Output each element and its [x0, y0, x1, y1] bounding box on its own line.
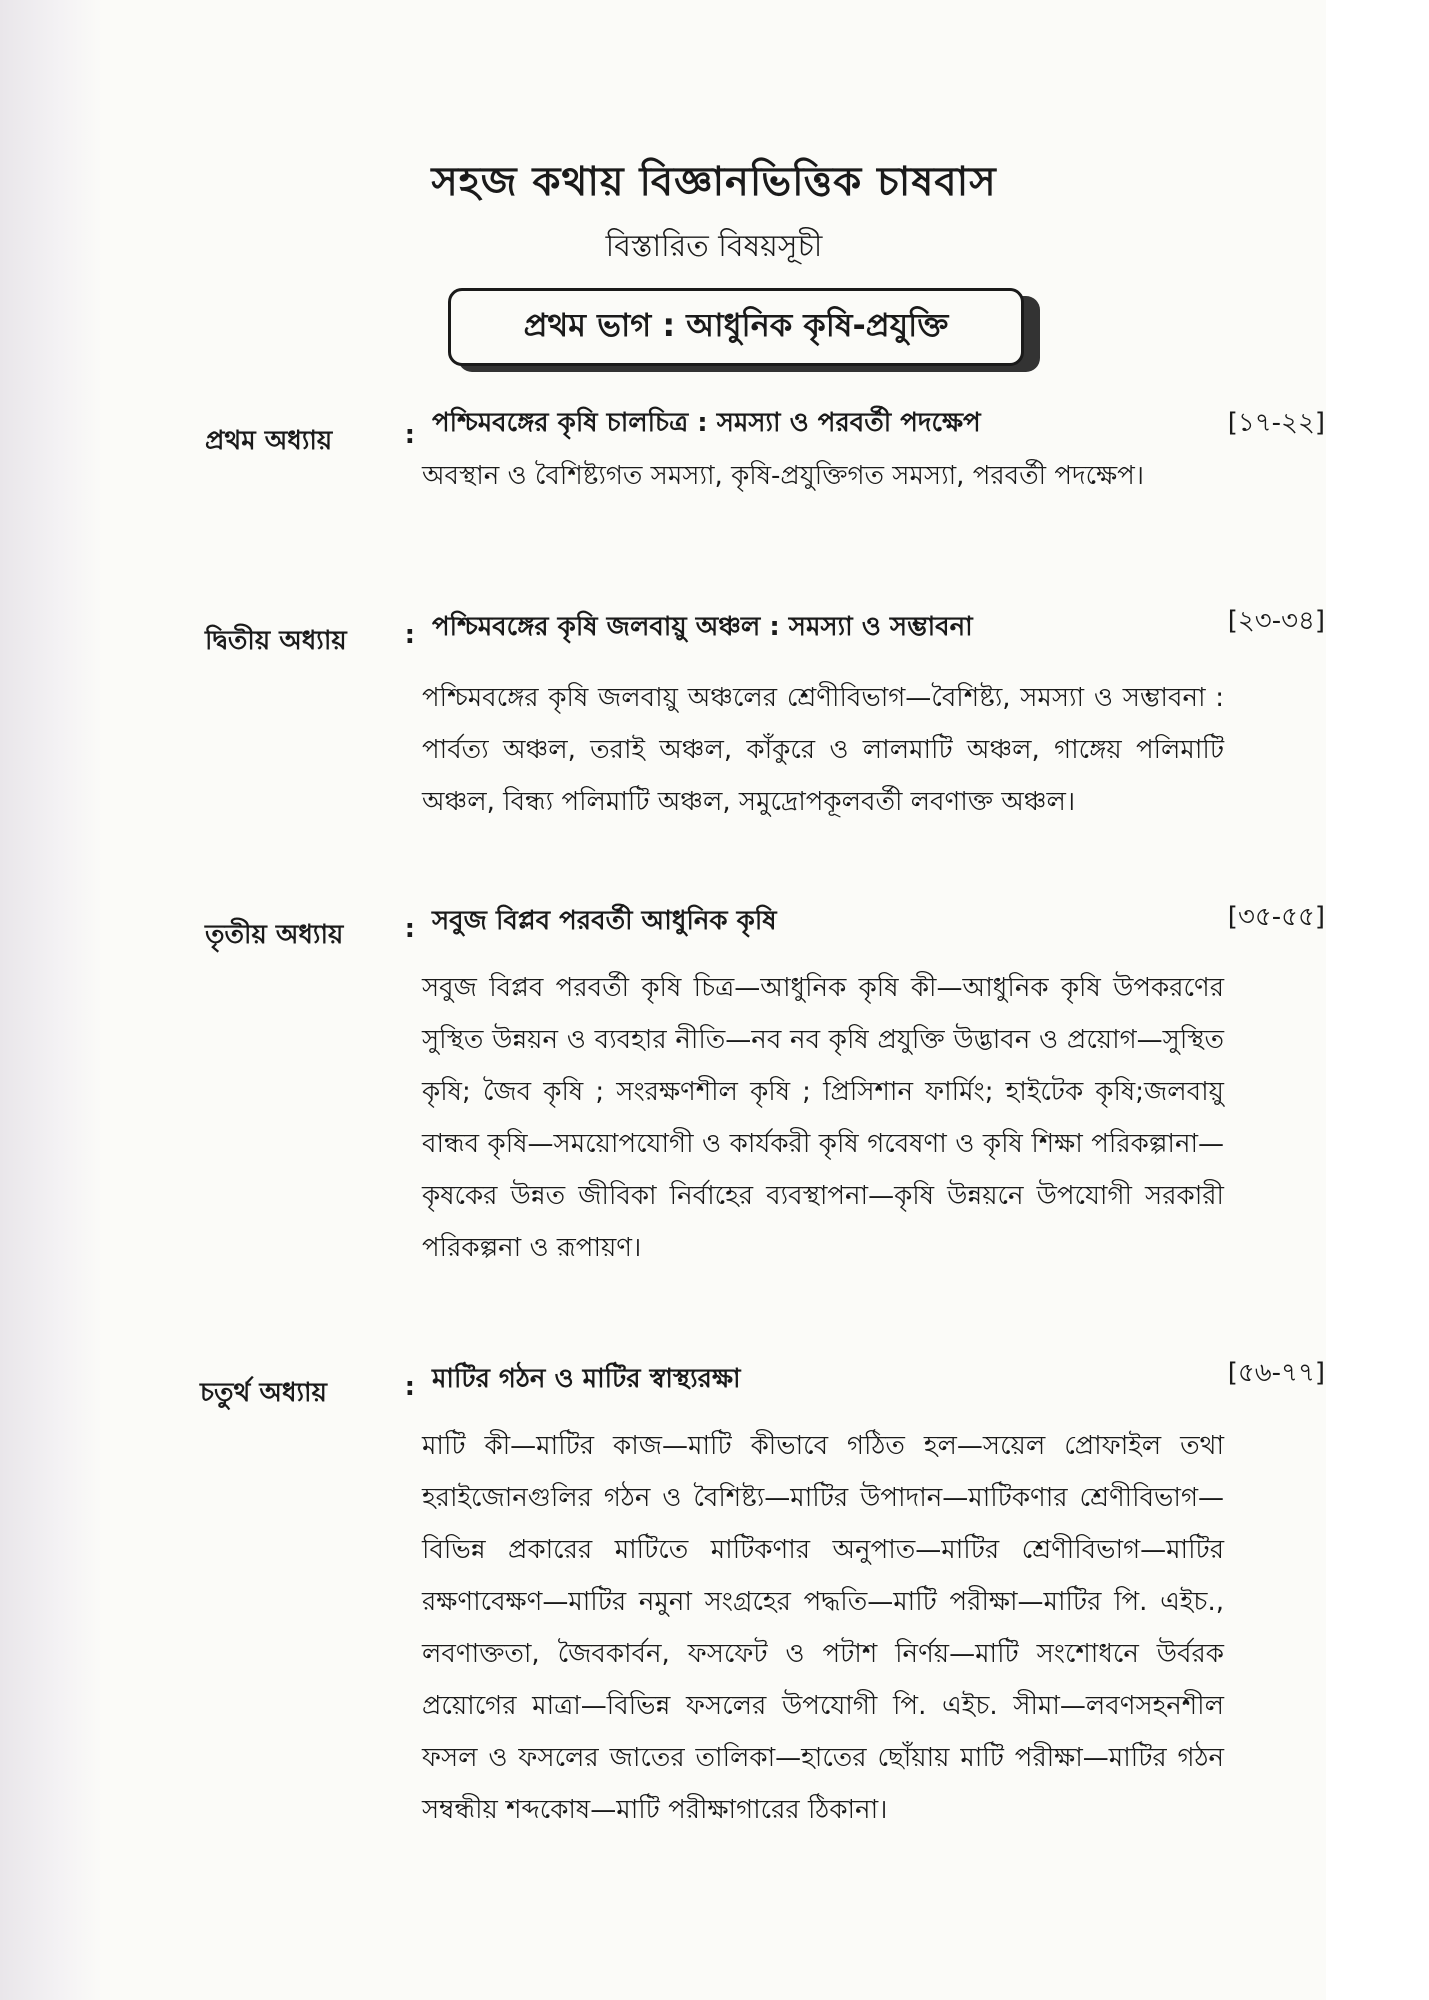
chapter-label	[205, 420, 415, 464]
book-gutter	[0, 0, 102, 2000]
chapter-page-range: [৩৫-৫৫]	[1227, 902, 1325, 932]
chapter-label	[200, 1372, 415, 1416]
part-title-box	[448, 288, 1024, 366]
chapter-colon: :	[404, 914, 415, 944]
chapter-summary: মাটি কী—মাটির কাজ—মাটি কীভাবে গঠিত হল—সয়েল প্রোফাইল তথা হরাইজোনগুলির গঠন ও বৈশিষ্ট্য—মাটির উপাদান—মাটিকণার শ্রেণীবিভাগ—বিভিন্ন প্রকারের মাটিতে মাটিকণার অনুপাত—মাটির শ্রেণীবিভাগ—মাটির রক্ষণাবেক্ষণ—মাটির নমুনা সংগ্রহের পদ্ধতি—মাটি পরীক্ষা—মাটির পি. এইচ., লবণাক্ততা, জৈবকার্বন, ফসফেট ও পটাশ নির্ণয়—মাটি সংশোধনে উর্বরক প্রয়োগের মাত্রা—বিভিন্ন ফসলের উপযোগী পি. এইচ. সীমা—লবণসহনশীল ফসল ও ফসলের জাতের তালিকা—হাতের ছোঁয়ায় মাটি পরীক্ষা—মাটির গঠন সম্বন্ধীয় শব্দকোষ—মাটি পরীক্ষাগারের ঠিকানা।	[422, 1431, 1224, 1825]
chapter-colon: :	[404, 1372, 415, 1402]
chapter-page-range: [৫৬-৭৭]	[1227, 1358, 1325, 1388]
chapter-page-range: [১৭-২২]	[1227, 408, 1325, 438]
chapter-summary: পশ্চিমবঙ্গের কৃষি জলবায়ু অঞ্চলের শ্রেণীবিভাগ—বৈশিষ্ট্য, সমস্যা ও সম্ভাবনা : পার্বত্য অঞ্চল, তরাই অঞ্চল, কাঁকুরে ও লালমাটি অঞ্চল, গাঙ্গেয় পলিমাটি অঞ্চল, বিন্ধ্য পলিমাটি অঞ্চল, সমুদ্রোপকূলবর্তী লবণাক্ত অঞ্চল।	[422, 683, 1224, 817]
page-margin	[1326, 0, 1429, 2000]
chapter-colon: :	[404, 620, 415, 650]
chapter-title: মাটির গঠন ও মাটির স্বাস্থ্যরক্ষা	[432, 1364, 741, 1394]
chapter-summary: সবুজ বিপ্লব পরবর্তী কৃষি চিত্র—আধুনিক কৃষি কী—আধুনিক কৃষি উপকরণের সুস্থিত উন্নয়ন ও ব্যবহার নীতি—নব নব কৃষি প্রযুক্তি উদ্ভাবন ও প্রয়োগ—সুস্থিত কৃষি; জৈব কৃষি ; সংরক্ষণশীল কৃষি ; প্রিসিশান ফার্মিং; হাইটেক কৃষি;জলবায়ু বান্ধব কৃষি—সময়োপযোগী ও কার্যকরী কৃষি গবেষণা ও কৃষি শিক্ষা পরিকল্পানা—কৃষকের উন্নত জীবিকা নির্বাহের ব্যবস্থাপনা—কৃষি উন্নয়নে উপযোগী সরকারী পরিকল্পনা ও রূপায়ণ।	[422, 973, 1224, 1263]
chapter-number: প্রথম অধ্যায়	[205, 426, 333, 456]
chapter-title: পশ্চিমবঙ্গের কৃষি জলবায়ু অঞ্চল : সমস্যা ও সম্ভাবনা	[432, 612, 973, 642]
chapter-label	[205, 914, 415, 958]
chapter-page-range: [২৩-৩৪]	[1227, 606, 1325, 636]
chapter-colon: :	[404, 420, 415, 450]
chapter-number: তৃতীয় অধ্যায়	[205, 920, 344, 950]
chapter-title: সবুজ বিপ্লব পরবর্তী আধুনিক কৃষি	[432, 906, 777, 936]
chapter-number: চতুর্থ অধ্যায়	[200, 1378, 327, 1408]
part-title: প্রথম ভাগ : আধুনিক কৃষি-প্রযুক্তি	[523, 306, 949, 344]
contents-subtitle: বিস্তারিত বিষয়সূচী	[605, 229, 823, 264]
chapter-summary: অবস্থান ও বৈশিষ্ট্যগত সমস্যা, কৃষি-প্রযুক্তিগত সমস্যা, পরবর্তী পদক্ষেপ।	[422, 461, 1145, 491]
book-title: সহজ কথায় বিজ্ঞানভিত্তিক চাষবাস	[431, 159, 997, 205]
chapter-number: দ্বিতীয় অধ্যায়	[205, 626, 347, 656]
chapter-title: পশ্চিমবঙ্গের কৃষি চালচিত্র : সমস্যা ও পরবর্তী পদক্ষেপ	[432, 408, 981, 438]
chapter-label	[205, 620, 415, 664]
